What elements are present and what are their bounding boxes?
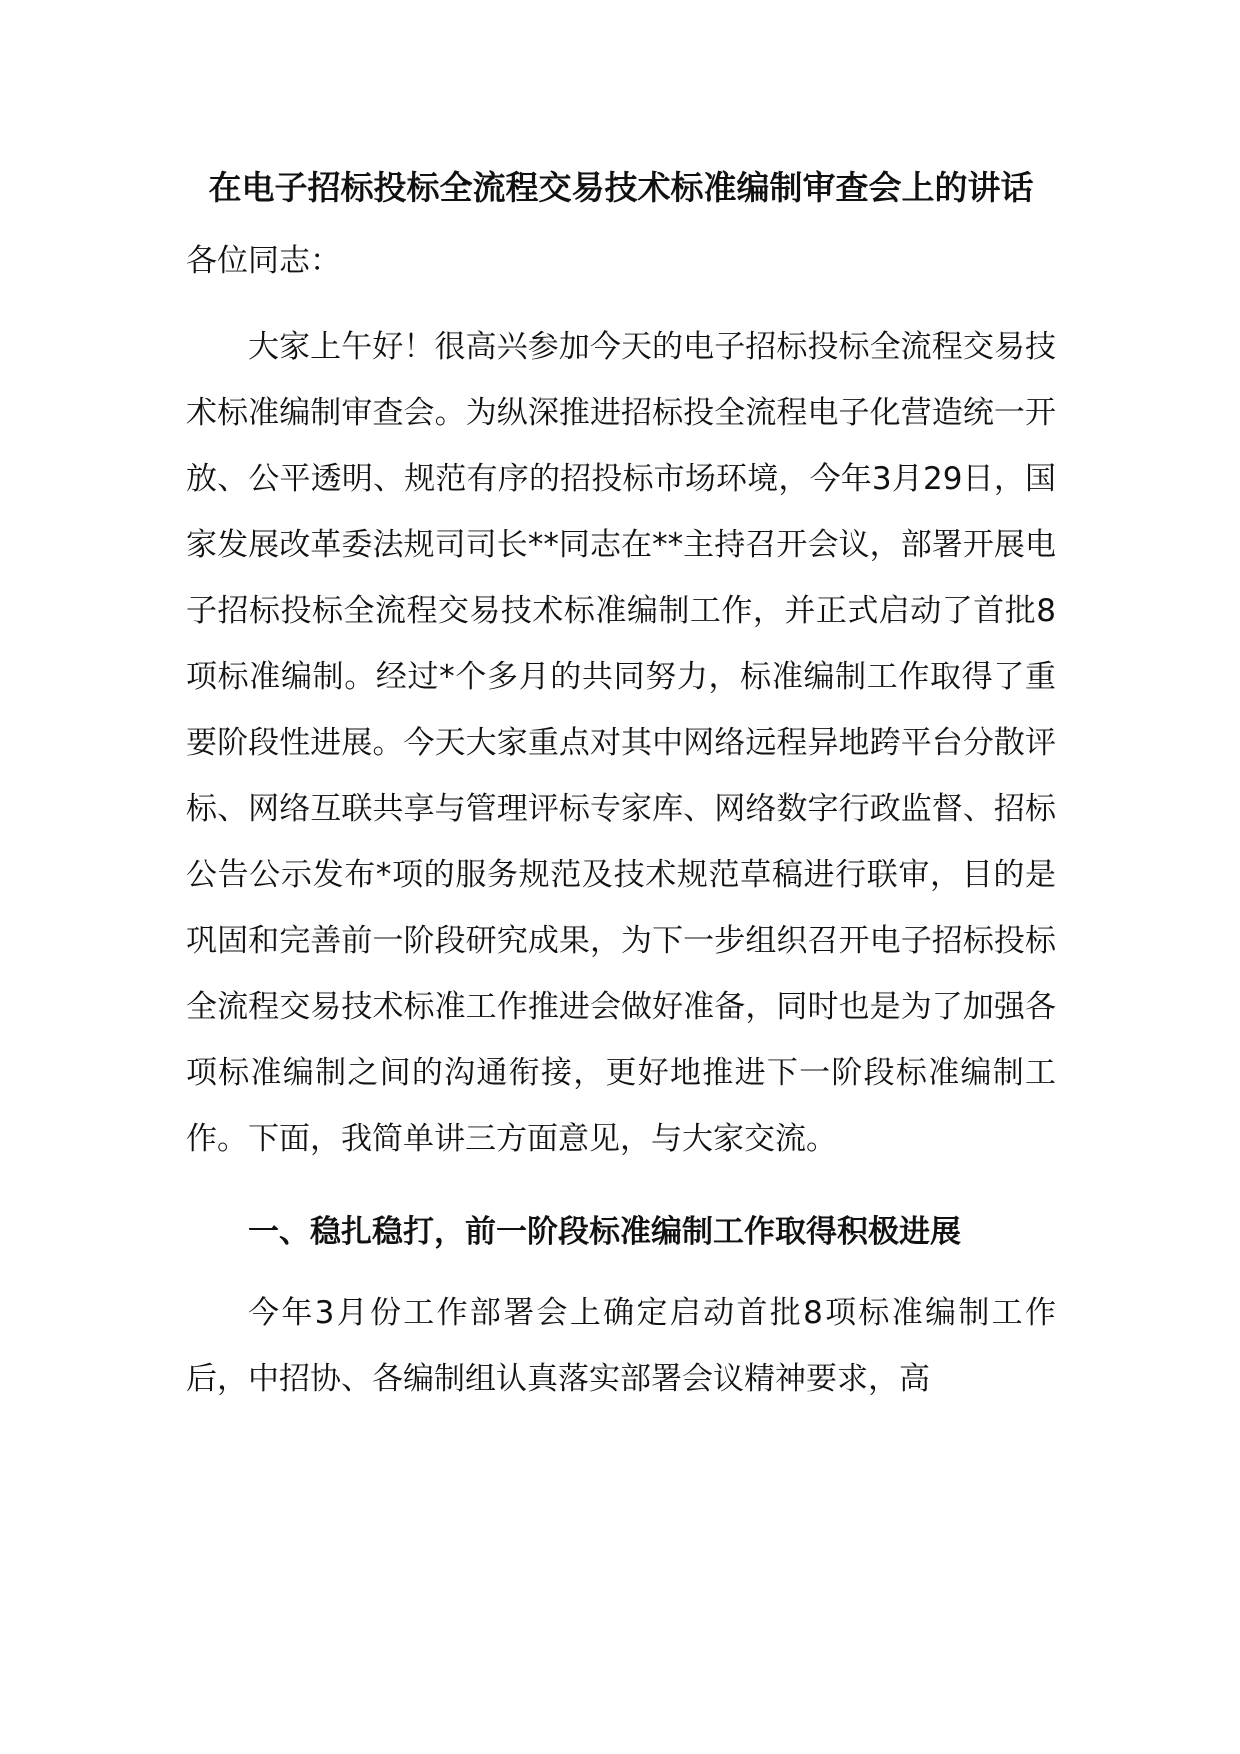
paragraph-opening: 大家上午好！很高兴参加今天的电子招标投标全流程交易技术标准编制审查会。为纵深推进招标投全流程电子化营造统一开放、公平透明、规范有序的招投标市场环境，今年3月29日，国家发展改革委法规司司长**同志在**主持召开会议，部署开展电子招标投标全流程交易技术标准编制工作，并正式启动了首批8项标准编制。经过*个多月的共同努力，标准编制工作取得了重要阶段性进展。今天大家重点对其中网络远程异地跨平台分散评标、网络互联共享与管理评标专家库、网络数字行政监督、招标公告公示发布*项的服务规范及技术规范草稿进行联审，目的是巩固和完善前一阶段研究成果，为下一步组织召开电子招标投标全流程交易技术标准工作推进会做好准备，同时也是为了加强各项标准编制之间的沟通衔接，更好地推进下一阶段标准编制工作。下面，我简单讲三方面意见，与大家交流。 [186,329,1056,1157]
document-body [186,148,1056,1412]
document-title: 在电子招标投标全流程交易技术标准编制审查会上的讲话 [208,168,1034,207]
paragraph-section-1: 今年3月份工作部署会上确定启动首批8项标准编制工作后，中招协、各编制组认真落实部署会议精神要求，高 [186,1295,1056,1397]
section-heading-1: 一、稳扎稳打，前一阶段标准编制工作取得积极进展 [248,1214,961,1250]
salutation: 各位同志： [186,243,341,279]
